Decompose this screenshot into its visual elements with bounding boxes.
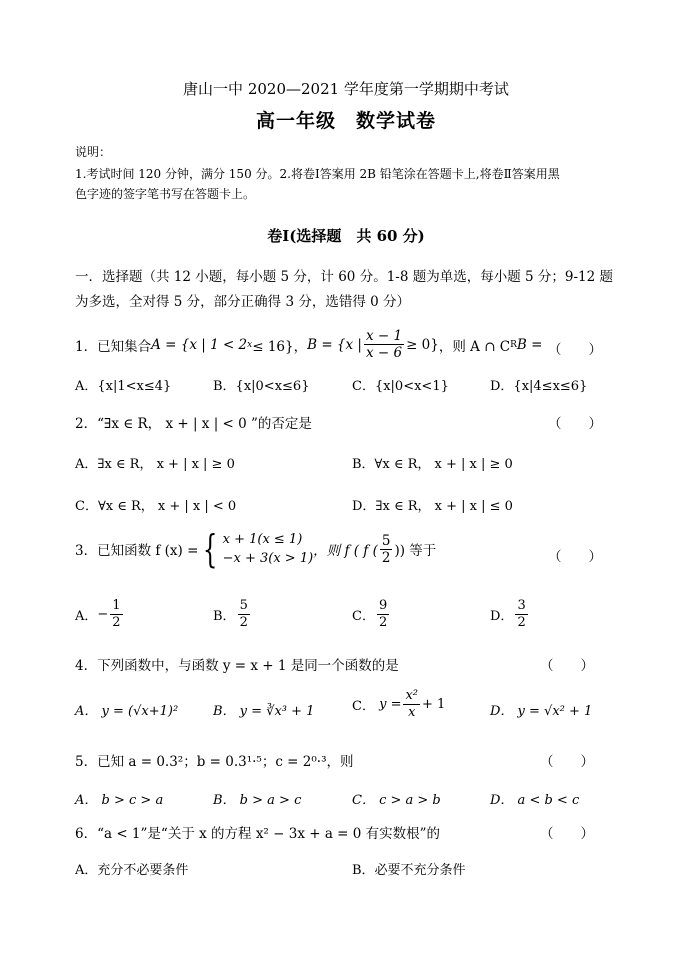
question-2: 2．“∃x ∈ R， x + | x | < 0 ”的否定是 bbox=[75, 416, 312, 432]
q4-answer-paren: （ ） bbox=[540, 658, 594, 674]
q1-tail-sub: R bbox=[510, 339, 517, 350]
q1-option-a: A．{x|1<x≤4} bbox=[75, 379, 172, 394]
q5-option-d: D． a < b < c bbox=[490, 793, 580, 808]
q3-answer-paren: （ ） bbox=[548, 549, 602, 565]
q3-tail: )) 等于 bbox=[394, 543, 437, 559]
q2-option-c: C．∀x ∈ R， x + | x | < 0 bbox=[75, 499, 237, 514]
exam-subtitle: 高一年级 数学试卷 bbox=[255, 110, 436, 132]
q1-setB-tail: ≥ 0} bbox=[406, 336, 439, 353]
q1-option-b: B．{x|0<x≤6} bbox=[213, 379, 310, 394]
q1-prefix: 1．已知集合 bbox=[75, 338, 152, 355]
q3-mid: ，则 f ( f ( bbox=[313, 543, 378, 559]
notes-label: 说明： bbox=[75, 145, 112, 159]
exam-title: 唐山一中 2020—2021 学年度第一学期期中考试 bbox=[183, 80, 509, 98]
q6-option-a: A．充分不必要条件 bbox=[75, 863, 189, 878]
q4-option-c: C． y = $\frac{\text{x²}}{x}$ + 1 bbox=[352, 688, 446, 720]
q6-option-b: B．必要不充分条件 bbox=[352, 863, 466, 878]
section-title: 卷Ⅰ(选择题 共 60 分) bbox=[267, 227, 425, 245]
q1-option-d: D．{x|4≤x≤6} bbox=[490, 379, 588, 394]
q2-option-d: D．∃x ∈ R， x + | x | ≤ 0 bbox=[352, 499, 513, 514]
q1-setA: A = {x | 1 < 2 bbox=[151, 336, 248, 353]
brace-icon: { bbox=[203, 527, 218, 571]
q1-fraction: $\frac{x - 1}{x - 6}$ bbox=[365, 328, 403, 361]
q5-option-b: B． b > a > c bbox=[213, 793, 302, 808]
q2-option-a: A．∃x ∈ R， x + | x | ≥ 0 bbox=[75, 457, 235, 472]
question-1 bbox=[75, 328, 542, 361]
question-5: 5．已知 a = 0.3²；b = 0.3¹·⁵；c = 2⁰·³，则 bbox=[75, 754, 354, 770]
q3-option-c: C． $\frac{9}{2}$ bbox=[352, 598, 388, 630]
q2-option-b: B．∀x ∈ R， x + | x | ≥ 0 bbox=[352, 457, 513, 472]
q3-prefix: 3．已知函数 f (x) = bbox=[75, 543, 199, 559]
q5-option-c: C． c > a > b bbox=[352, 793, 441, 808]
q3-option-b: B． $\frac{5}{2}$ bbox=[213, 598, 248, 630]
q3-option-a: A． − $\frac{1}{2}$ bbox=[75, 598, 121, 630]
q2-answer-paren: （ ） bbox=[548, 416, 602, 432]
q5-answer-paren: （ ） bbox=[540, 754, 594, 770]
q5-option-a: A． b > c > a bbox=[75, 793, 164, 808]
q1-setB: B = {x | bbox=[307, 336, 362, 353]
q3-fraction: $\frac{5}{2}$ bbox=[381, 532, 391, 566]
notes-line-1: 1.考试时间 120 分钟，满分 150 分。2.将卷Ⅰ答案用 2B 铅笔涂在答题卡上,将卷Ⅱ答案用黑 bbox=[75, 167, 560, 181]
notes-line-2: 色字迹的签字笔书写在答题卡上。 bbox=[75, 187, 256, 201]
q4-option-b: B． y = ∛x³ + 1 bbox=[213, 704, 315, 719]
q1-answer-paren: （ ） bbox=[548, 342, 602, 358]
q4-option-d: D． y = √x² + 1 bbox=[490, 704, 593, 719]
q1-option-c: C．{x|0<x<1} bbox=[352, 379, 449, 394]
q3-piecewise: { x + 1(x ≤ 1) −x + 3(x > 1) bbox=[203, 527, 314, 571]
part1-instructions-1: 一．选择题（共 12 小题，每小题 5 分，计 60 分。1-8 题为单选，每小题 5 分；9-12 题 bbox=[75, 269, 614, 285]
question-4: 4．下列函数中，与函数 y = x + 1 是同一个函数的是 bbox=[75, 658, 399, 674]
q1-tail-end: B = bbox=[516, 336, 543, 353]
q1-tail: ，则 A ∩ C bbox=[438, 338, 511, 355]
part1-instructions-2: 为多选，全对得 5 分，部分正确得 3 分，选错得 0 分） bbox=[75, 294, 411, 310]
q6-answer-paren: （ ） bbox=[540, 826, 594, 842]
q4-option-a: A． y = (√x+1)² bbox=[75, 704, 179, 719]
q1-setA-tail: ≤ 16}， bbox=[252, 338, 308, 355]
question-3 bbox=[75, 527, 437, 571]
question-6: 6．“a < 1”是“关于 x 的方程 x² − 3x + a = 0 有实数根”的 bbox=[75, 826, 441, 842]
q1-setA-exp: x bbox=[247, 339, 253, 350]
q3-option-d: D． $\frac{3}{2}$ bbox=[490, 598, 526, 630]
